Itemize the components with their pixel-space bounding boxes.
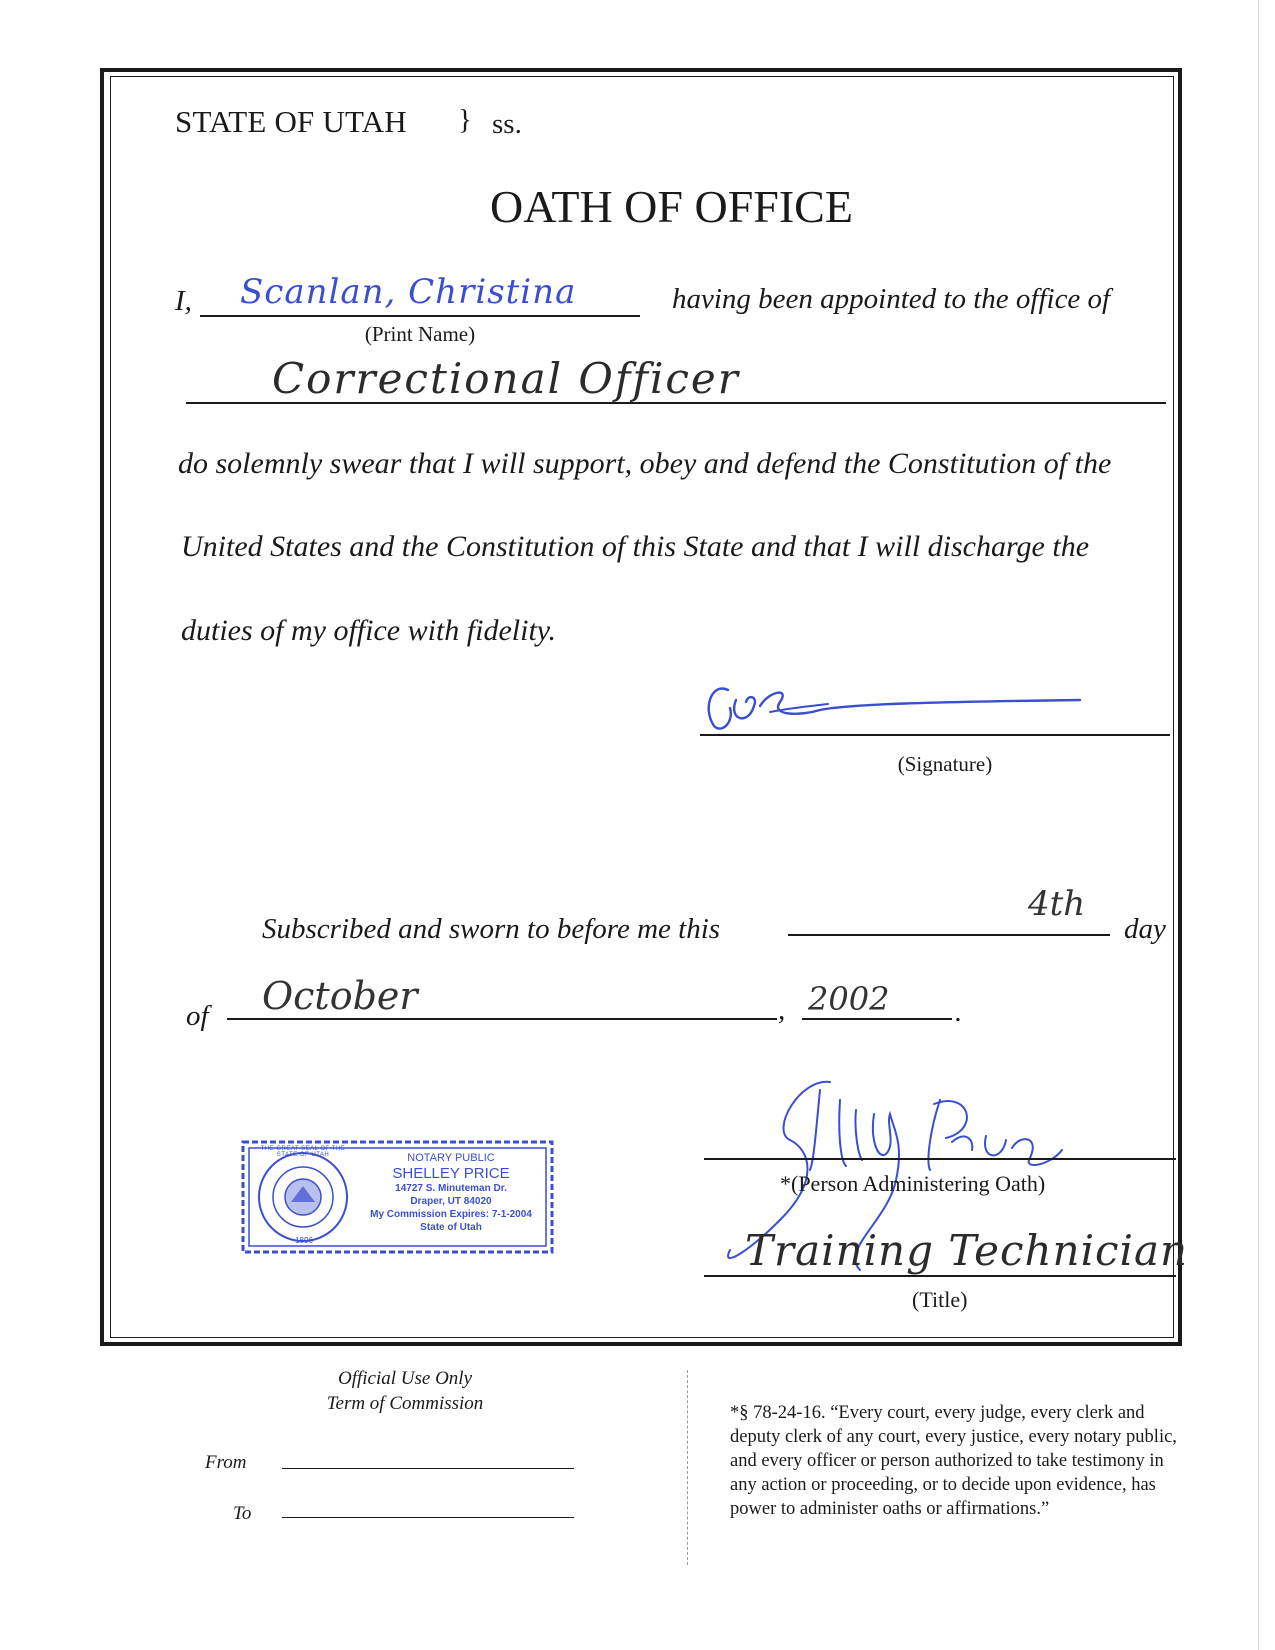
signature-line (700, 734, 1170, 736)
handwritten-day[interactable]: 4th (1028, 884, 1086, 924)
handwritten-title[interactable]: Training Technician (745, 1226, 1189, 1275)
oath-body-line2: United States and the Constitution of this State and that I will discharge the (181, 530, 1090, 563)
seal-text: THE GREAT SEAL OF THE STATE OF UTAH (260, 1146, 346, 1158)
notary-stamp (241, 1140, 554, 1254)
stamp-name: SHELLEY PRICE (392, 1165, 510, 1182)
appointed-text: having been appointed to the office of (672, 283, 1111, 315)
statute-text (730, 1401, 1240, 1521)
oath-signature-scribble (700, 660, 1100, 740)
from-label: From (205, 1452, 247, 1473)
handwritten-month[interactable]: October (262, 974, 418, 1018)
name-line (200, 315, 640, 317)
title-caption: (Title) (912, 1287, 968, 1312)
month-line (227, 1018, 777, 1020)
page-edge (1258, 0, 1259, 1650)
stamp-address: 14727 S. Minuteman Dr. (395, 1183, 507, 1194)
official-use-label: Official Use Only (337, 1368, 473, 1389)
statute-line: and every officer or person authorized to take testimony in (730, 1451, 1164, 1471)
footer-divider (687, 1370, 688, 1565)
year-period: . (955, 996, 963, 1028)
day-label: day (1124, 913, 1166, 945)
statute-line: any action or proceeding, or to decide upon evidence, has (730, 1475, 1156, 1495)
handwritten-year[interactable]: 2002 (808, 980, 890, 1018)
month-comma: , (778, 994, 786, 1026)
from-line[interactable] (282, 1468, 574, 1469)
title-line (704, 1275, 1176, 1277)
administrator-line (704, 1158, 1176, 1160)
state-heading: STATE OF UTAH (175, 104, 407, 139)
handwritten-office[interactable]: Correctional Officer (272, 354, 740, 403)
document-title: OATH OF OFFICE (490, 181, 853, 232)
stamp-city: Draper, UT 84020 (410, 1196, 492, 1207)
administrator-signature-text (790, 1090, 797, 1091)
state-brace: } (458, 104, 472, 136)
term-of-commission-label: Term of Commission (326, 1393, 484, 1414)
handwritten-name[interactable]: Scanlan, Christina (240, 272, 577, 312)
to-line[interactable] (282, 1517, 574, 1518)
oath-body-line1: do solemnly swear that I will support, obey and defend the Constitution of the (178, 447, 1112, 480)
administrator-caption: *(Person Administering Oath) (780, 1171, 1046, 1196)
oath-body-line3: duties of my office with fidelity. (181, 614, 556, 647)
year-line (802, 1018, 952, 1020)
day-line (788, 934, 1110, 936)
stamp-state: State of Utah (420, 1222, 482, 1233)
stamp-notary-public: NOTARY PUBLIC (407, 1152, 495, 1164)
of-label: of (186, 1000, 209, 1032)
statute-line: power to administer oaths or affirmations.” (730, 1499, 1050, 1519)
seal-year: 1896 (295, 1236, 313, 1245)
signature-caption: (Signature) (897, 752, 993, 776)
ss-abbrev: ss. (492, 108, 522, 140)
subscribed-text: Subscribed and sworn to before me this (262, 913, 721, 945)
print-name-caption: (Print Name) (364, 322, 476, 346)
statute-line: *§ 78-24-16. “Every court, every judge, every clerk and (730, 1403, 1145, 1423)
pronoun-i: I, (175, 285, 192, 317)
stamp-expiry: My Commission Expires: 7-1-2004 (370, 1209, 532, 1220)
to-label: To (233, 1503, 252, 1524)
statute-line: deputy clerk of any court, every justice, every notary public, (730, 1427, 1177, 1447)
